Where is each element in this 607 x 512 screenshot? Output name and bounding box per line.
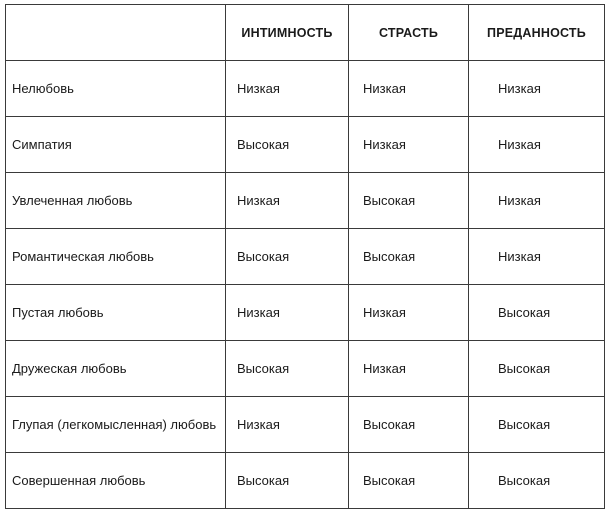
commitment-cell: Высокая <box>469 285 605 341</box>
passion-cell: Низкая <box>349 61 469 117</box>
intimacy-cell: Низкая <box>226 397 349 453</box>
passion-cell: Низкая <box>349 285 469 341</box>
header-cell-commitment: ПРЕДАННОСТЬ <box>469 5 605 61</box>
intimacy-cell: Низкая <box>226 285 349 341</box>
passion-cell: Высокая <box>349 453 469 509</box>
intimacy-cell: Высокая <box>226 453 349 509</box>
table-row <box>6 453 605 509</box>
commitment-cell: Высокая <box>469 397 605 453</box>
commitment-cell: Высокая <box>469 453 605 509</box>
commitment-cell: Низкая <box>469 117 605 173</box>
table-row <box>6 61 605 117</box>
passion-cell: Высокая <box>349 173 469 229</box>
header-row <box>6 5 605 61</box>
commitment-cell: Низкая <box>469 229 605 285</box>
header-cell-intimacy: ИНТИМНОСТЬ <box>226 5 349 61</box>
passion-cell: Низкая <box>349 117 469 173</box>
passion-cell: Высокая <box>349 397 469 453</box>
row-label-cell: Дружеская любовь <box>6 341 226 397</box>
row-label-cell: Нелюбовь <box>6 61 226 117</box>
table-row <box>6 229 605 285</box>
table-row <box>6 397 605 453</box>
header-cell-passion: СТРАСТЬ <box>349 5 469 61</box>
table-row <box>6 341 605 397</box>
commitment-cell: Низкая <box>469 61 605 117</box>
row-label-cell: Совершенная любовь <box>6 453 226 509</box>
row-label-cell: Романтическая любовь <box>6 229 226 285</box>
commitment-cell: Низкая <box>469 173 605 229</box>
row-label-cell: Увлеченная любовь <box>6 173 226 229</box>
passion-cell: Высокая <box>349 229 469 285</box>
intimacy-cell: Высокая <box>226 341 349 397</box>
intimacy-cell: Высокая <box>226 229 349 285</box>
intimacy-cell: Низкая <box>226 173 349 229</box>
row-label-cell: Глупая (легкомысленная) любовь <box>6 397 226 453</box>
table-row <box>6 285 605 341</box>
row-label-cell: Симпатия <box>6 117 226 173</box>
love-types-table <box>5 4 605 509</box>
row-label-cell: Пустая любовь <box>6 285 226 341</box>
passion-cell: Низкая <box>349 341 469 397</box>
table-body <box>6 61 605 509</box>
table-header <box>6 5 605 61</box>
table-row <box>6 173 605 229</box>
header-cell-empty <box>6 5 226 61</box>
intimacy-cell: Низкая <box>226 61 349 117</box>
commitment-cell: Высокая <box>469 341 605 397</box>
table-row <box>6 117 605 173</box>
intimacy-cell: Высокая <box>226 117 349 173</box>
